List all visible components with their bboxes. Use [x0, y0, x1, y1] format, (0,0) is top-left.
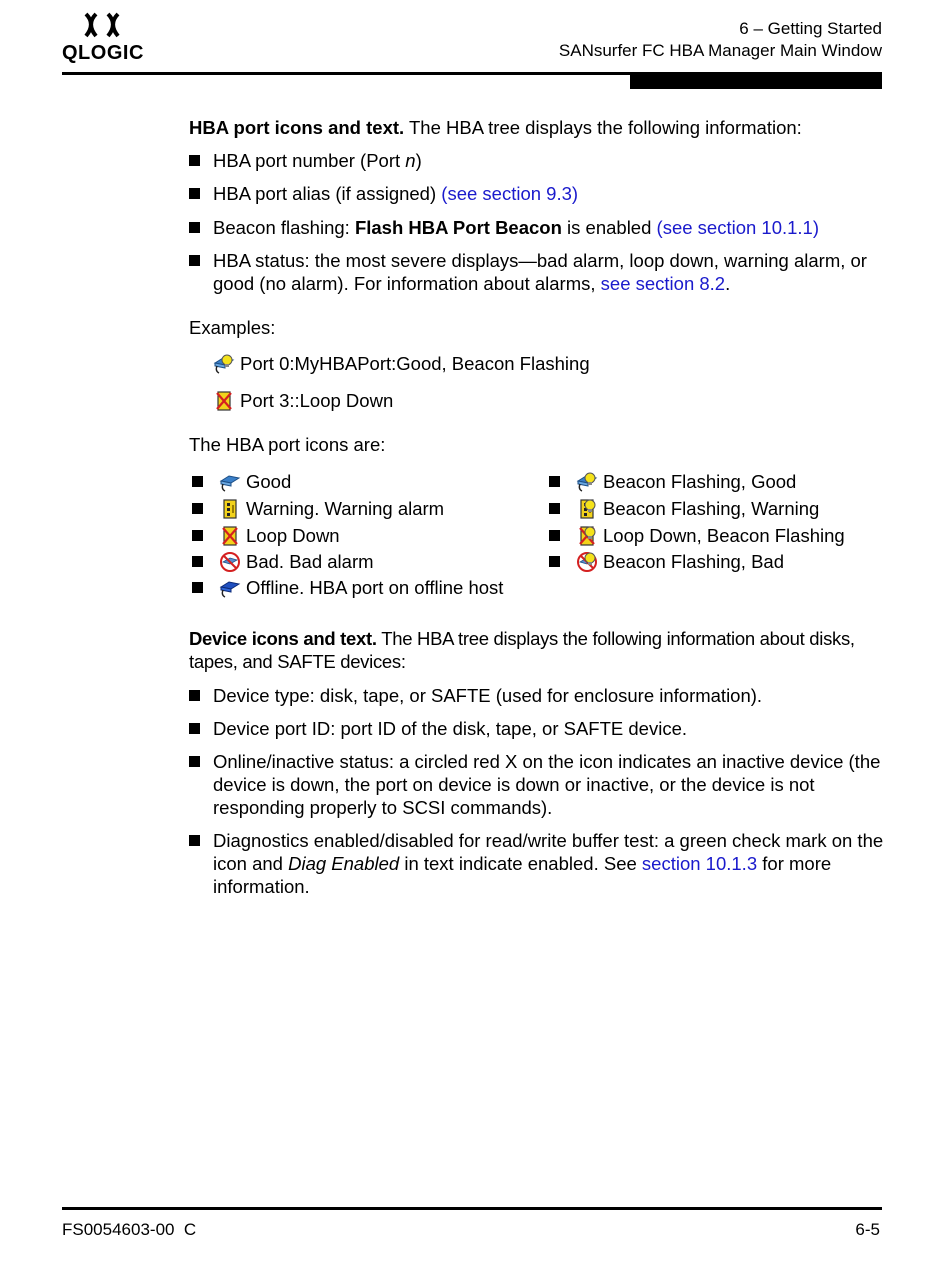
- icon-label: Warning. Warning alarm: [246, 498, 445, 519]
- hba-lead-paragraph: [189, 116, 802, 139]
- device-lead-rest: The HBA tree displays the following information about disks, tapes, and SAFTE devices:: [189, 628, 855, 672]
- bullet-text: .: [725, 273, 731, 294]
- icon-item-bad: [192, 550, 374, 573]
- bullet-text: HBA status: the most severe displays—bad alarm, loop down, warning alarm, or good (no alarm). For information about alarms,: [213, 250, 867, 294]
- device-lead-bold: Device icons and text.: [189, 628, 377, 649]
- icon-label: Bad. Bad alarm: [246, 551, 374, 572]
- bullet-text: Device type: disk, tape, or SAFTE (used for enclosure information).: [213, 685, 763, 706]
- running-header: [559, 18, 882, 62]
- icon-item-loop-down: [192, 524, 340, 547]
- beacon-bad-icon: [576, 551, 598, 573]
- hba-bullet-port-number: [189, 149, 884, 172]
- bullet-italic: n: [405, 150, 416, 171]
- bullet-square: [192, 582, 203, 593]
- footer-rule: [62, 1207, 882, 1210]
- bullet-text: is enabled: [561, 217, 657, 238]
- bullet-square: [549, 503, 560, 514]
- bullet-text: ): [415, 150, 422, 171]
- example-beacon-good: [213, 352, 590, 375]
- icons-label: The HBA port icons are:: [189, 434, 386, 455]
- chapter-title: 6 – Getting Started: [739, 19, 882, 38]
- bullet-square: [549, 530, 560, 541]
- hba-bullet-status: [189, 249, 884, 295]
- beacon-good-icon: [576, 471, 598, 493]
- bullet-italic: Diag Enabled: [288, 853, 400, 874]
- bullet-text: HBA port number (Port: [213, 150, 406, 171]
- link-section-10-1-1[interactable]: (see section 10.1.1): [656, 217, 820, 238]
- bullet-text: for more information.: [213, 853, 832, 897]
- icon-item-warning: [192, 497, 444, 520]
- beacon-loop-down-icon: [576, 525, 598, 547]
- header-tab-bar: [630, 75, 882, 89]
- bullet-text: HBA port alias (if assigned): [213, 183, 442, 204]
- bullet-text: Online/inactive status: a circled red X on the icon indicates an inactive device (the device is down, the port on device is down or inactive, or the device is not responding properly to SCSI commands).: [213, 751, 881, 818]
- bullet-text: Beacon flashing:: [213, 217, 355, 238]
- bullet-text: in text indicate enabled. See: [399, 853, 642, 874]
- hba-bullet-alias: [189, 182, 884, 205]
- example-text: Port 3::Loop Down: [240, 390, 394, 411]
- bullet-square: [192, 556, 203, 567]
- hba-warning-icon: [219, 498, 241, 520]
- bullet-square: [192, 503, 203, 514]
- bullet-square: [189, 835, 200, 846]
- icon-label: Loop Down, Beacon Flashing: [603, 525, 845, 546]
- device-lead-paragraph: [189, 627, 884, 673]
- footer-doc-id: FS0054603-00 C: [62, 1220, 197, 1239]
- icon-label: Good: [246, 471, 292, 492]
- logo-text: QLOGIC: [62, 42, 144, 64]
- hba-loop-down-icon: [213, 390, 235, 412]
- link-section-8-2[interactable]: see section 8.2: [600, 273, 726, 294]
- bullet-square: [549, 556, 560, 567]
- bullet-square: [189, 756, 200, 767]
- hba-lead-bold: HBA port icons and text.: [189, 117, 405, 138]
- icon-item-good: [192, 470, 291, 493]
- bullet-square: [189, 155, 200, 166]
- device-bullet-port-id: [189, 717, 884, 740]
- qlogic-logo-icon: [82, 10, 126, 40]
- section-title: SANsurfer FC HBA Manager Main Window: [558, 41, 882, 60]
- hba-offline-icon: [219, 577, 241, 599]
- device-bullet-status: [189, 750, 884, 819]
- icon-item-beacon-bad: [549, 550, 784, 573]
- beacon-good-icon: [213, 353, 235, 375]
- link-section-9-3[interactable]: (see section 9.3): [441, 183, 579, 204]
- qlogic-logo: [62, 10, 152, 64]
- bullet-square: [189, 690, 200, 701]
- icon-label: Beacon Flashing, Bad: [603, 551, 785, 572]
- icon-item-beacon-loop-down: [549, 524, 845, 547]
- bullet-square: [192, 476, 203, 487]
- icon-label: Beacon Flashing, Good: [603, 471, 797, 492]
- bullet-square: [192, 530, 203, 541]
- footer-page-number: 6-5: [855, 1220, 880, 1239]
- example-text: Port 0:MyHBAPort:Good, Beacon Flashing: [240, 353, 590, 374]
- device-bullet-type: [189, 684, 884, 707]
- example-loop-down: [213, 389, 393, 412]
- bullet-square: [549, 476, 560, 487]
- icon-label: Offline. HBA port on offline host: [246, 577, 504, 598]
- icon-item-offline: [192, 576, 503, 599]
- device-bullet-diagnostics: [189, 829, 884, 898]
- icon-item-beacon-warning: [549, 497, 819, 520]
- bullet-square: [189, 188, 200, 199]
- bullet-bold: Flash HBA Port Beacon: [354, 217, 562, 238]
- icon-item-beacon-good: [549, 470, 796, 493]
- bullet-square: [189, 723, 200, 734]
- icon-label: Beacon Flashing, Warning: [603, 498, 820, 519]
- bullet-text: Device port ID: port ID of the disk, tape, or SAFTE device.: [213, 718, 687, 739]
- bullet-text: Diagnostics enabled/disabled for read/write buffer test: a green check mark on the icon and: [213, 830, 884, 874]
- bullet-square: [189, 255, 200, 266]
- beacon-warning-icon: [576, 498, 598, 520]
- icon-label: Loop Down: [246, 525, 340, 546]
- hba-bad-icon: [219, 551, 241, 573]
- examples-label: Examples:: [189, 317, 276, 338]
- hba-bullet-beacon: [189, 216, 884, 239]
- hba-loop-down-icon: [219, 525, 241, 547]
- link-section-10-1-3[interactable]: section 10.1.3: [641, 853, 758, 874]
- bullet-square: [189, 222, 200, 233]
- hba-lead-rest: The HBA tree displays the following information:: [404, 117, 802, 138]
- hba-good-icon: [219, 471, 241, 493]
